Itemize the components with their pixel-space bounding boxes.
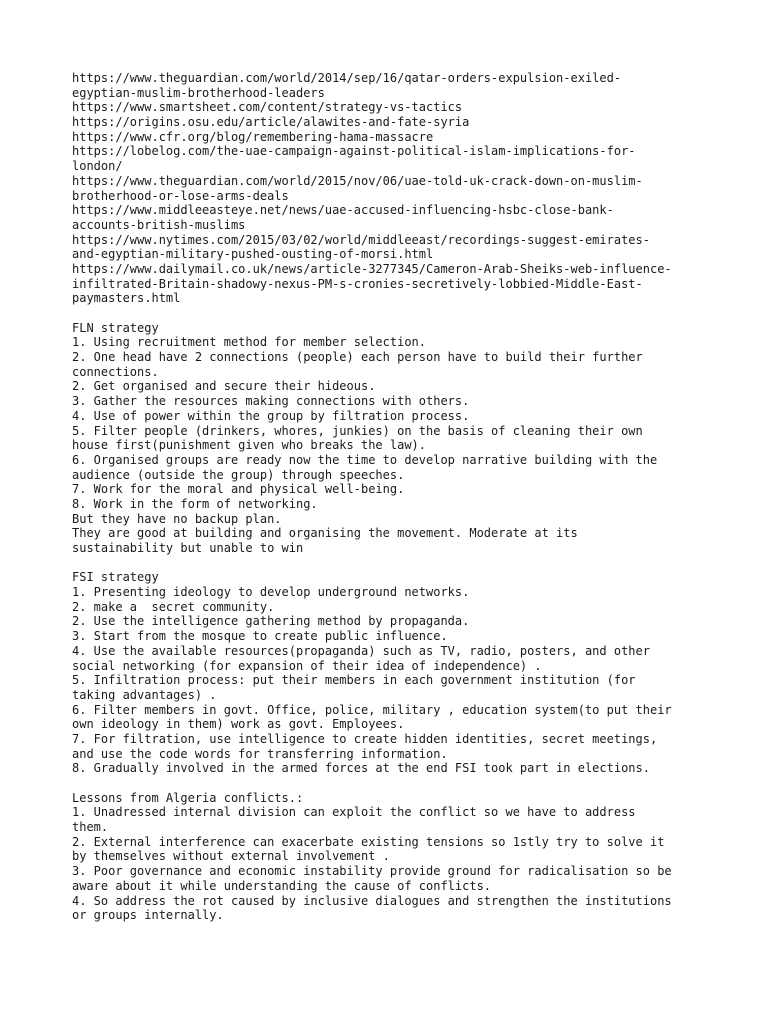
link-line: https://origins.osu.edu/article/alawites-and-fate-syria: [72, 115, 470, 130]
fsi-line: 8. Gradually involved in the armed forces at the end FSI took part in elections.: [72, 761, 650, 776]
lessons-section: [72, 791, 712, 923]
lessons-line: them.: [72, 820, 109, 835]
link-line: infiltrated-Britain-shadowy-nexus-PM-s-cronies-secretively-lobbied-Middle-East-: [72, 276, 643, 291]
link-line: https://www.cfr.org/blog/remembering-hama-massacre: [72, 129, 434, 144]
fsi-line: social networking (for expansion of their idea of independence) .: [72, 658, 542, 673]
link-line: and-egyptian-military-pushed-ousting-of-morsi.html: [72, 247, 434, 262]
fln-line: 2. Get organised and secure their hideous.: [72, 379, 376, 394]
fln-line: 8. Work in the form of networking.: [72, 496, 318, 511]
fln-line: 4. Use of power within the group by filtration process.: [72, 408, 470, 423]
link-line: brotherhood-or-lose-arms-deals: [72, 188, 289, 203]
fsi-line: 1. Presenting ideology to develop underground networks.: [72, 585, 470, 600]
fln-line: 5. Filter people (drinkers, whores, junkies) on the basis of cleaning their own: [72, 423, 643, 438]
fln-line: 3. Gather the resources making connections with others.: [72, 394, 470, 409]
fln-line: They are good at building and organising the movement. Moderate at its: [72, 526, 578, 541]
fln-line: 1. Using recruitment method for member selection.: [72, 335, 427, 350]
lessons-line: 4. So address the rot caused by inclusive dialogues and strengthen the institutions: [72, 893, 672, 908]
link-line: https://www.theguardian.com/world/2014/sep/16/qatar-orders-expulsion-exiled-: [72, 71, 622, 85]
link-line: https://www.dailymail.co.uk/news/article-3277345/Cameron-Arab-Sheiks-web-influence-: [72, 261, 672, 276]
fsi-line: and use the code words for transferring information.: [72, 746, 448, 761]
fln-line: 7. Work for the moral and physical well-being.: [72, 482, 405, 497]
fsi-line: 4. Use the available resources(propaganda) such as TV, radio, posters, and other: [72, 643, 650, 658]
link-line: https://lobelog.com/the-uae-campaign-against-political-islam-implications-for-: [72, 144, 636, 159]
link-line: accounts-british-muslims: [72, 217, 246, 232]
link-line: london/: [72, 159, 123, 174]
link-line: https://www.nytimes.com/2015/03/02/world/middleeast/recordings-suggest-emirates-: [72, 232, 650, 247]
fsi-line: own ideology in them) work as govt. Employees.: [72, 717, 405, 732]
lessons-line: by themselves without external involvement .: [72, 849, 390, 864]
fsi-strategy-section: [72, 570, 712, 776]
link-line: https://www.smartsheet.com/content/strategy-vs-tactics: [72, 100, 463, 115]
fln-strategy-section: [72, 321, 712, 556]
fln-line: connections.: [72, 364, 159, 379]
fsi-line: taking advantages) .: [72, 687, 217, 702]
section-spacer: [72, 556, 712, 571]
fln-heading: FLN strategy: [72, 320, 159, 335]
fln-line: 6. Organised groups are ready now the time to develop narrative building with the: [72, 452, 658, 467]
fsi-heading: FSI strategy: [72, 570, 159, 585]
lessons-line: 2. External interference can exacerbate existing tensions so 1stly try to solve it: [72, 834, 665, 849]
fsi-line: 3. Start from the mosque to create public influence.: [72, 629, 448, 644]
section-spacer: [72, 776, 712, 791]
fln-line: sustainability but unable to win: [72, 541, 304, 555]
fsi-line: 6. Filter members in govt. Office, police, military , education system(to put their: [72, 702, 672, 717]
fsi-line: 5. Infiltration process: put their members in each government institution (for: [72, 673, 636, 688]
fsi-line: 7. For filtration, use intelligence to create hidden identities, secret meetings,: [72, 731, 658, 746]
link-line: https://www.theguardian.com/world/2015/nov/06/uae-told-uk-crack-down-on-muslim-: [72, 173, 643, 188]
fsi-line: 2. make a secret community.: [72, 599, 275, 614]
lessons-line: or groups internally.: [72, 908, 224, 923]
document-page: [72, 71, 712, 923]
fln-line: house first(punishment given who breaks the law).: [72, 438, 427, 453]
fln-line: But they have no backup plan.: [72, 511, 282, 526]
fln-line: 2. One head have 2 connections (people) each person have to build their further: [72, 350, 643, 365]
lessons-line: 1. Unadressed internal division can exploit the conflict so we have to address: [72, 805, 636, 820]
link-line: egyptian-muslim-brotherhood-leaders: [72, 85, 325, 100]
links-section: [72, 71, 712, 306]
section-spacer: [72, 306, 712, 321]
lessons-heading: Lessons from Algeria conflicts.:: [72, 790, 304, 805]
lessons-line: aware about it while understanding the cause of conflicts.: [72, 878, 492, 893]
link-line: https://www.middleeasteye.net/news/uae-accused-influencing-hsbc-close-bank-: [72, 203, 614, 218]
fsi-line: 2. Use the intelligence gathering method by propaganda.: [72, 614, 470, 629]
fln-line: audience (outside the group) through speeches.: [72, 467, 405, 482]
lessons-line: 3. Poor governance and economic instability provide ground for radicalisation so be: [72, 864, 672, 879]
link-line: paymasters.html: [72, 291, 181, 306]
